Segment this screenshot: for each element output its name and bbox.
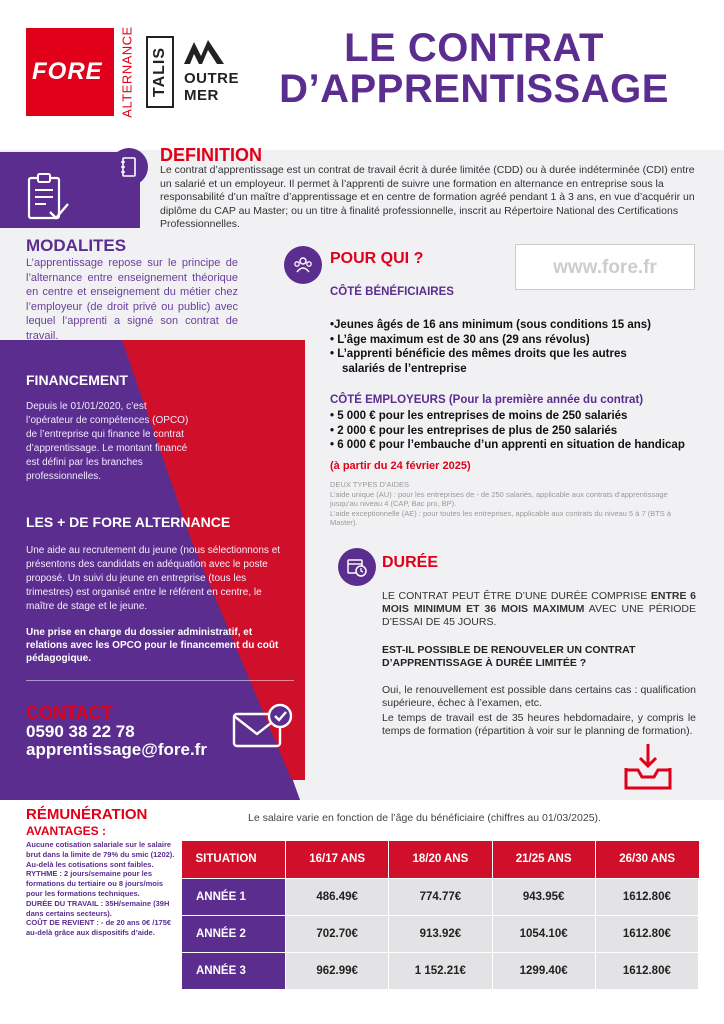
remuneration-title: RÉMUNÉRATION [26, 806, 148, 823]
list-item: DURÉE DU TRAVAIL : 35H/semaine (39H dans certains secteurs). [26, 898, 170, 918]
inbox-download-icon [622, 742, 674, 792]
fore-advantages-title: LES + DE FORE ALTERNANCE [26, 514, 231, 530]
salary-note: Le salaire varie en fonction de l’âge du bénéficiaire (chiffres au 01/03/2025). [248, 812, 601, 824]
clipboard-icon [26, 172, 70, 222]
table-row [182, 878, 699, 915]
table-cell: 774.77€ [389, 878, 492, 915]
table-cell: 943.95€ [492, 878, 595, 915]
duree-question: EST-IL POSSIBLE DE RENOUVELER UN CONTRAT D’APPRENTISSAGE À DURÉE LIMITÉE ? [382, 644, 636, 669]
table-cell: 913.92€ [389, 915, 492, 952]
duree-text: LE CONTRAT PEUT ÊTRE D’UNE DURÉE COMPRISE ENTRE 6 MOIS MINIMUM ET 36 MOIS MAXIMUM AVEC UNE PÉRIODE D’ESSAI DE 45 JOURS. [382, 590, 696, 628]
fore-logo: FORE [26, 28, 114, 116]
table-row [182, 952, 699, 989]
employers-list [330, 409, 710, 453]
table-header: 21/25 ANS [492, 841, 595, 878]
avantages-title: AVANTAGES : [26, 824, 106, 838]
table-cell: 962.99€ [286, 952, 389, 989]
avantages-list [26, 840, 178, 938]
list-item: Aucune cotisation salariale sur le salaire brut dans la limite de 79% du smic (1202). Au-delà les cotisations sont faibles. [26, 840, 175, 869]
table-header: 18/20 ANS [389, 841, 492, 878]
salary-table [181, 841, 699, 990]
contact-title: CONTACT [26, 703, 113, 723]
table-cell: 1054.10€ [492, 915, 595, 952]
table-cell: ANNÉE 3 [182, 952, 286, 989]
page-title: LE CONTRAT D’APPRENTISSAGE [279, 26, 669, 111]
website-box[interactable] [515, 244, 695, 290]
definition-text: Le contrat d’apprentissage est un contrat de travail écrit à durée limitée (CDD) ou à durée indéterminée (CDI) entre un salarié et un employeur. Il permet à l’apprenti de suivre une formation en alternance en entreprise sous la responsabilité d’un maître d’apprentissage et en centre de formation agréé pendant 1 à 3 ans, en vue d’acquérir un diplôme du CAP au Master; ou un titre à finalité professionnelle, inscrit au Répertoire National des Certifications Professionnelles. [160, 164, 695, 230]
beneficiaries-title: CÔTÉ BÉNÉFICIAIRES [330, 286, 454, 298]
calendar-clock-icon [338, 548, 376, 586]
list-item: • L’apprenti bénéficie des mêmes droits que les autres [330, 348, 627, 360]
table-header: 26/30 ANS [595, 841, 698, 878]
contact-phone[interactable]: 0590 38 22 78 [26, 722, 135, 741]
people-icon [284, 246, 322, 284]
modalites-text: L’apprentissage repose sur le principe de l’alternance entre enseignement théorique en centre et enseignement du métier chez l’employeur (de droit privé ou public) avec lequel l’apprenti a signé son contrat de travail. [26, 257, 238, 342]
mail-check-icon [232, 702, 294, 748]
table-header: 16/17 ANS [286, 841, 389, 878]
list-item: • L’âge maximum est de 30 ans (29 ans révolus) [330, 333, 590, 346]
table-header: SITUATION [182, 841, 286, 878]
list-item: • 6 000 € pour l’embauche d’un apprenti en situation de handicap [330, 439, 685, 451]
mountain-icon [184, 36, 224, 64]
list-item: • 2 000 € pour les entreprises de plus de 250 salariés [330, 424, 618, 437]
definition-title: DEFINITION [160, 145, 262, 165]
duree-title: DURÉE [382, 554, 439, 571]
table-cell: ANNÉE 2 [182, 915, 286, 952]
beneficiaries-list [330, 318, 710, 376]
list-item: COÛT DE REVIENT : - de 20 ans 0€ /175€ au-delà grâce aux dispositifs d’aide. [26, 918, 172, 938]
pour-qui-title: POUR QUI ? [330, 250, 424, 267]
notebook-icon [110, 148, 148, 186]
divider [26, 680, 294, 681]
website-link[interactable]: www.fore.fr [553, 257, 657, 278]
table-cell: 1612.80€ [595, 952, 698, 989]
list-item: salariés de l’entreprise [342, 362, 467, 375]
list-item: • 5 000 € pour les entreprises de moins de 250 salariés [330, 410, 628, 422]
table-cell: 1 152.21€ [389, 952, 492, 989]
alternance-logo: ALTERNANCE [119, 26, 135, 118]
aides-note: DEUX TYPES D’AIDES L’aide unique (AU) : pour les entreprises de - de 250 salariés, applicable aux contrats d’apprentissage jusqu’au niveau 4 (CAP, Bac pro, BP). L’aide exceptionnelle (AE) : pour toutes les entreprises, applicable aux contrats du niveau 5 à 7 (BTS à Master). [330, 480, 672, 527]
table-cell: 1612.80€ [595, 915, 698, 952]
list-item: RYTHME : 2 jours/semaine pour les formations du tertiaire ou 8 jours/mois pour les formations techniques. [26, 869, 164, 898]
list-item: •Jeunes âgés de 16 ans minimum (sous conditions 15 ans) [330, 319, 652, 331]
duree-answer-1: Oui, le renouvellement est possible dans certains cas : qualification supérieure, échec à l’examen, etc. [382, 684, 696, 709]
table-cell: 702.70€ [286, 915, 389, 952]
table-row [182, 915, 699, 952]
table-cell: 1612.80€ [595, 878, 698, 915]
financement-title: FINANCEMENT [26, 372, 128, 388]
employers-date: (à partir du 24 février 2025) [330, 460, 471, 472]
financement-text: Depuis le 01/01/2020, c’est l’opérateur de compétences (OPCO) de l’entreprise qui finance le contrat d’apprentissage. Le montant financé est défini par les branches professionnelles. [26, 401, 189, 482]
fore-advantages-text: Une aide au recrutement du jeune (nous sélectionnons et présentons des candidats en adéquation avec le poste proposé. Un suivi du jeune en entreprise (tous les trimestres) est organisé entre le référent en centre, le maître de stage et le jeune. [26, 545, 281, 612]
fore-advantages-bold: Une prise en charge du dossier administratif, et relations avec les OPCO pour le financement du coût pédagogique. [26, 627, 279, 664]
table-cell: 486.49€ [286, 878, 389, 915]
duree-answer-2: Le temps de travail est de 35 heures hebdomadaire, y compris le temps de formation (répartition à voir sur le planning de formation). [382, 712, 696, 737]
employers-title: CÔTÉ EMPLOYEURS (Pour la première année du contrat) [330, 394, 644, 406]
talis-logo: TALIS [146, 36, 174, 108]
table-header-row [182, 841, 699, 878]
modalites-title: MODALITES [26, 236, 127, 255]
outre-mer-logo: OUTRE MER [180, 36, 246, 108]
table-cell: 1299.40€ [492, 952, 595, 989]
contact-email[interactable]: apprentissage@fore.fr [26, 740, 207, 759]
table-cell: ANNÉE 1 [182, 878, 286, 915]
